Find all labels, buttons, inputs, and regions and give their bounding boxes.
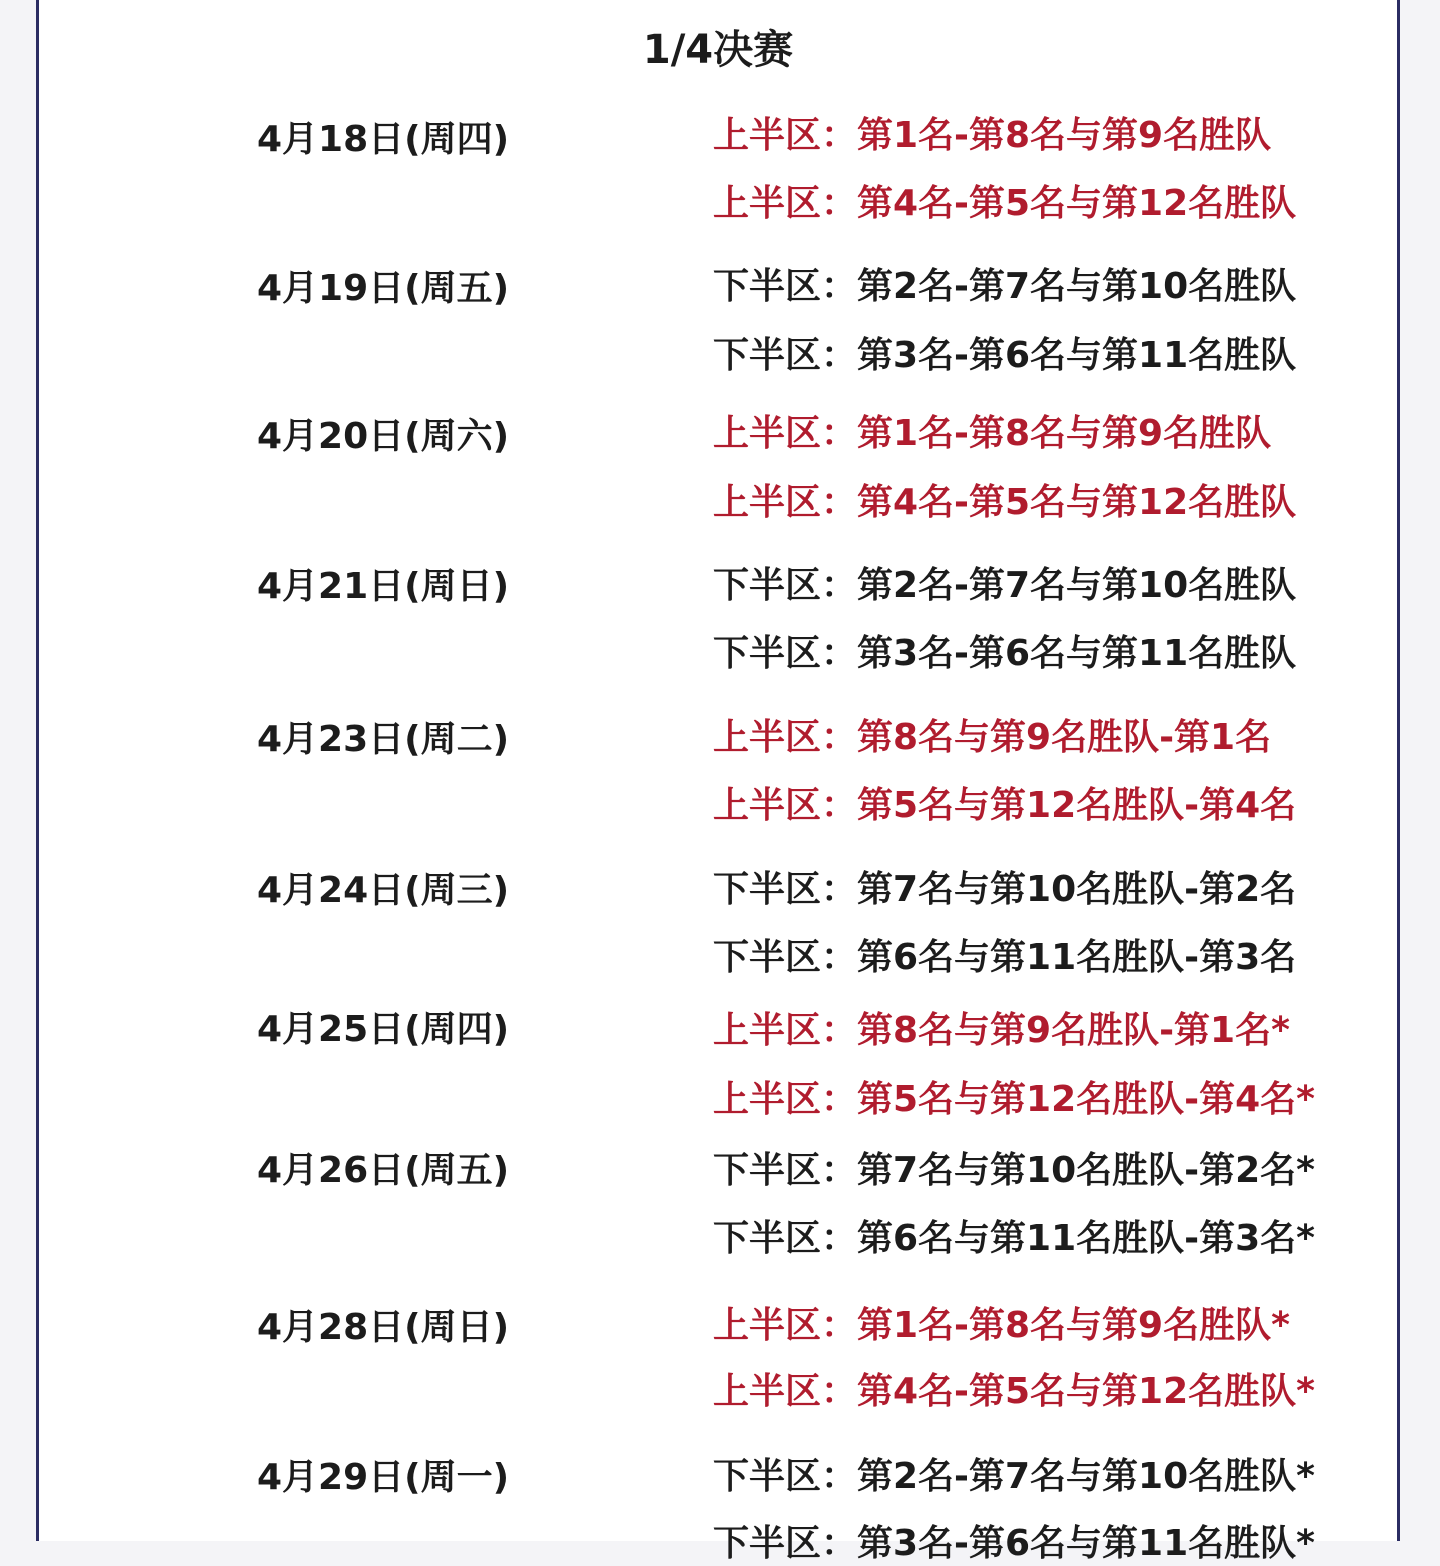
schedule-card (36, 0, 1400, 1564)
match-date: 4月18日(周四) (257, 119, 510, 160)
match-line: 下半区：第6名与第11名胜队-第3名* (713, 1218, 1315, 1259)
match-line: 下半区：第3名-第6名与第11名胜队 (713, 633, 1297, 674)
match-line: 下半区：第7名与第10名胜队-第2名 (713, 869, 1297, 910)
match-date: 4月19日(周五) (257, 268, 510, 309)
match-date: 4月23日(周二) (257, 719, 510, 760)
match-line: 上半区：第5名与第12名胜队-第4名 (713, 785, 1297, 826)
match-line: 下半区：第7名与第10名胜队-第2名* (713, 1150, 1315, 1191)
match-date: 4月28日(周日) (257, 1307, 510, 1348)
match-line: 上半区：第8名与第9名胜队-第1名* (713, 1010, 1290, 1051)
match-date: 4月20日(周六) (257, 416, 510, 457)
match-date: 4月24日(周三) (257, 870, 510, 911)
match-line: 上半区：第4名-第5名与第12名胜队* (713, 1371, 1315, 1412)
match-line: 上半区：第1名-第8名与第9名胜队* (713, 1305, 1290, 1346)
match-line: 上半区：第5名与第12名胜队-第4名* (713, 1079, 1315, 1120)
match-date: 4月25日(周四) (257, 1009, 510, 1050)
match-line: 下半区：第3名-第6名与第11名胜队 (713, 335, 1297, 376)
match-line: 上半区：第1名-第8名与第9名胜队 (713, 413, 1272, 454)
match-line: 下半区：第2名-第7名与第10名胜队* (713, 1456, 1315, 1497)
match-date: 4月29日(周一) (257, 1457, 510, 1498)
match-line: 下半区：第2名-第7名与第10名胜队 (713, 266, 1297, 307)
match-line: 上半区：第1名-第8名与第9名胜队 (713, 115, 1272, 156)
match-line: 上半区：第8名与第9名胜队-第1名 (713, 717, 1272, 758)
match-line: 上半区：第4名-第5名与第12名胜队 (713, 482, 1297, 523)
match-date: 4月26日(周五) (257, 1150, 510, 1191)
match-date: 4月21日(周日) (257, 566, 510, 607)
page-title: 1/4决赛 (642, 27, 794, 73)
match-line: 下半区：第2名-第7名与第10名胜队 (713, 565, 1297, 606)
match-line: 上半区：第4名-第5名与第12名胜队 (713, 183, 1297, 224)
match-line: 下半区：第6名与第11名胜队-第3名 (713, 937, 1297, 978)
match-line: 下半区：第3名-第6名与第11名胜队* (713, 1523, 1315, 1564)
